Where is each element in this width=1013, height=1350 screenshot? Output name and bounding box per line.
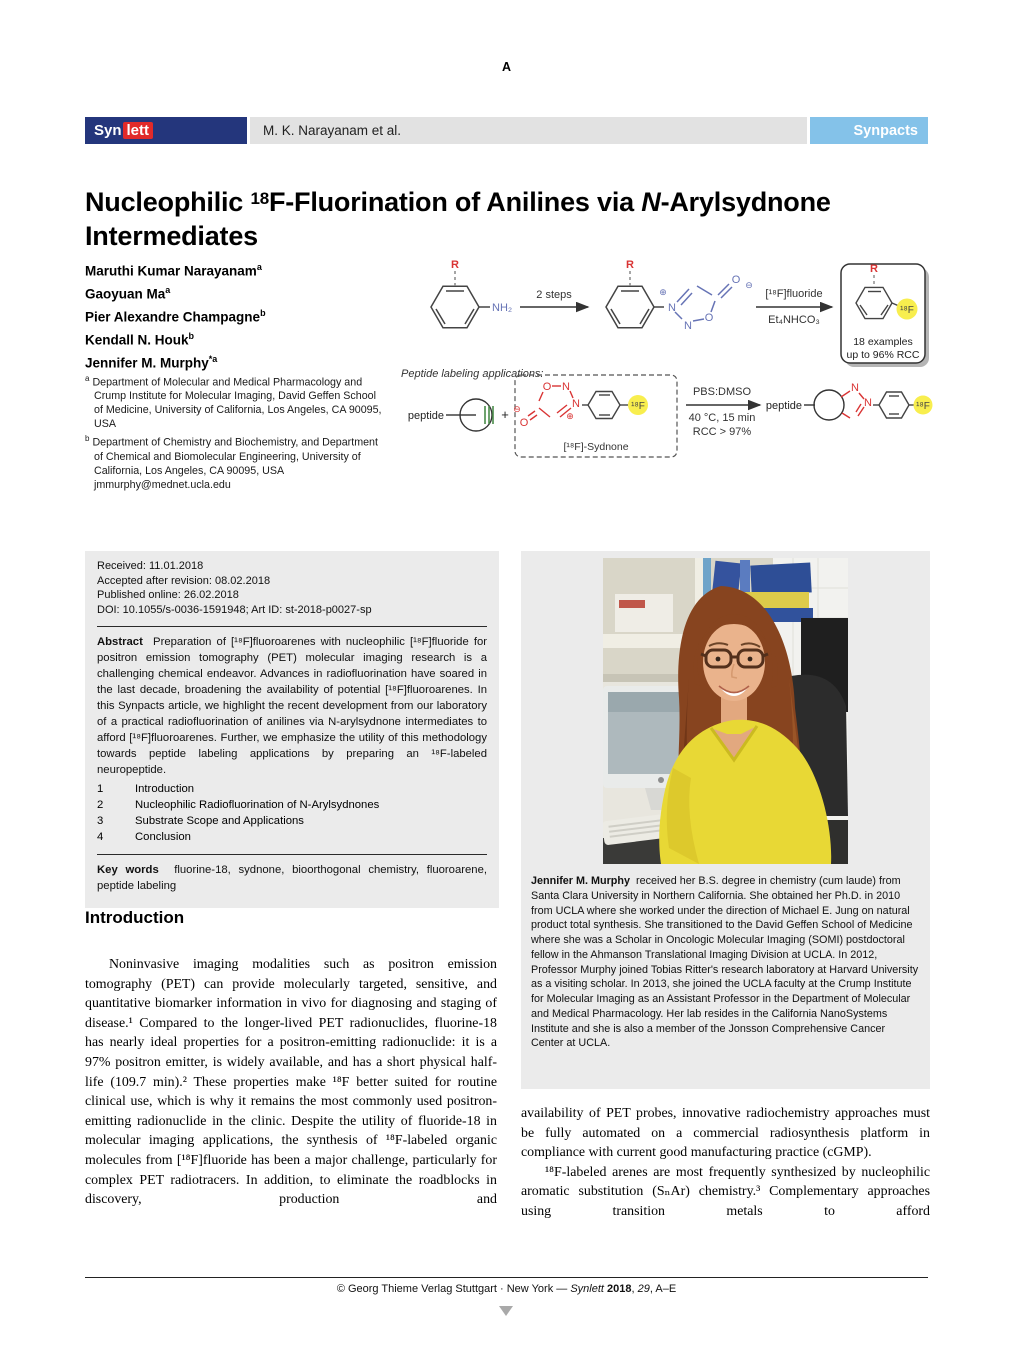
sydnone-n: N: [562, 381, 570, 393]
minus-charge: ⊖: [745, 280, 753, 290]
f18-label: ¹⁸F: [916, 401, 930, 412]
author: Jennifer M. Murphy$^{*a}$: [85, 354, 218, 371]
r-group-label: R: [626, 259, 634, 271]
plus-charge: ⊕: [566, 411, 574, 421]
sydnone-n2: N: [684, 320, 692, 332]
corresponding-email[interactable]: jmmurphy@mednet.ucla.edu: [94, 479, 231, 492]
running-head: M. K. Narayanam et al.: [250, 117, 807, 144]
logo-lett: lett: [123, 122, 154, 139]
keywords-label: Key words: [97, 864, 159, 877]
journal-banner: [85, 117, 928, 144]
sydnone-aryl-ring: [582, 392, 628, 419]
footer-rule: [85, 1277, 928, 1278]
peptide-label: peptide: [407, 410, 444, 422]
plus-charge: ⊕: [659, 287, 667, 297]
footer-citation: © Georg Thieme Verlag Stuttgart · New York — Synlett 2018, 29, A–E: [336, 1283, 677, 1295]
introduction-section: [85, 908, 497, 1210]
author-bio: Jennifer M. Murphy received her B.S. degree in chemistry (cum laude) from Santa Clara University in Northern California. She obtained her Ph.D. in 2010 from UCLA where she worked under the direction of Michael E. Jung on natural product total synthesis. She transitioned to the David Geffen School of Medicine where she was a Scholar in Oncologic Molecular Imaging (SOMI) postdoctoral fellow in the Ahmanson Translational Imaging Division at UCLA. In 2012, Professor Murphy joined Tobias Ritter's research laboratory at Harvard University as a visiting scholar. In 2013, she joined the UCLA faculty at the Crump Institute for Molecular Imaging as an Assistant Professor in the Department of Molecular and Medical Pharmacology. Her lab resides in the California NanoSystems Institute and she is also a member of the Jonsson Comprehensive Cancer Center at UCLA.: [531, 875, 919, 1050]
right-column: [521, 1104, 930, 1222]
doi-line[interactable]: DOI: 10.1055/s-0036-1591948; Art ID: st-2018-p0027-sp: [97, 603, 372, 616]
page-bottom-arrow-icon: [499, 1306, 513, 1316]
sydnone-intermediate: [606, 271, 664, 328]
pyrazole-n: N: [864, 397, 872, 409]
published-date: Published online: 26.02.2018: [97, 589, 239, 602]
sydnone-o: O: [542, 381, 552, 393]
peptide-label: peptide: [765, 400, 802, 412]
product-aryl-ring: [873, 392, 915, 418]
intro-paragraph: Noninvasive imaging modalities such as positron emission tomography (PET) can provide molecularly targeted, sensitive, and quantitative biomarker information in vivo for diagnosing and staging of disease.¹ Compared to the longer-lived PET radionuclides, fluorine-18 has nearly ideal properties for a positron-emitting radionuclide: it is a 97% positron emitter, is widely available, and has a short physical half-life (109.7 min).² These properties make ¹⁸F better suited for routine clinical use, which is why it remains the most commonly used positron-emitting radionuclide in the clinic. Despite the utility of fluoride-18 in molecular imaging applications, the synthesis of ¹⁸F-labeled organic molecules from [¹⁸F]fluoride has been a major challenge, particularly for complex PET radiotracers. In addition, to eliminate the roadblocks in discovery, production and: [85, 957, 497, 1208]
abstract: Abstract Preparation of [¹⁸F]fluoroarenes with nucleophilic [¹⁸F]fluoride for positron emission tomography (PET) molecular imaging research is a challenging chemical endeavor. Advances in radiofluorination have soared in the last decade, broadening the availability of potential [¹⁸F]fluoroarenes. In this Synpacts article, we highlight the recent development from our laboratory of a practical radiofluorination of anilines via N-arylsydnone intermediates to afford [¹⁸F]fluoroarenes. Further, we emphasize the utility of this methodology towards peptide labeling applications by preparing an ¹⁸F-labeled neuropeptide.: [97, 636, 487, 776]
plus-sign: +: [501, 407, 509, 422]
bio-name: Jennifer M. Murphy: [531, 875, 630, 887]
body-paragraph: ¹⁸F-labeled arenes are most frequently synthesized by nucleophilic aromatic substitution (SₙAr) chemistry.³ Complementary approaches using transition metals to afford: [521, 1164, 930, 1219]
toc-item: 3 Substrate Scope and Applications: [97, 814, 304, 827]
divider: [97, 854, 487, 855]
author: Gaoyuan Ma$^a$: [85, 285, 171, 302]
synlett-logo: [85, 117, 247, 144]
portrait-photo: [603, 558, 848, 864]
examples-count: 18 examples: [853, 336, 913, 348]
toc-item: 1 Introduction: [97, 782, 195, 795]
author: Pier Alexandre Champagne$^b$: [85, 308, 266, 325]
received-date: Received: 11.01.2018: [97, 560, 204, 572]
keywords: Key words fluorine-18, sydnone, bioorthogonal chemistry, fluoroarene, peptide labeling: [97, 864, 487, 893]
sydnone-o1: O: [704, 312, 714, 324]
divider: [97, 626, 487, 627]
exocyclic-o: O: [519, 417, 529, 429]
step-label: 2 steps: [536, 289, 572, 301]
click-conditions-rcc: RCC > 97%: [692, 426, 752, 438]
pyrazole-n: N: [851, 382, 859, 394]
article-info-box: [85, 551, 499, 908]
page-marker: A: [501, 60, 512, 74]
click-conditions-temp: 40 °C, 15 min: [688, 412, 756, 424]
sydnone-name: [¹⁸F]-Sydnone: [563, 441, 629, 453]
reaction-scheme: [398, 255, 933, 470]
affiliations: [85, 372, 387, 493]
affiliation-b: $^b$ Department of Chemistry and Biochemistry, and Department of Chemical and Biomolecular Engineering, University of California, Los Angeles, CA 90095, USA: [85, 434, 378, 477]
author-list: [85, 258, 266, 373]
author: Maruthi Kumar Narayanam$^a$: [85, 262, 262, 279]
logo-syn: Syn: [94, 122, 122, 139]
r-group-label: R: [451, 259, 459, 271]
sydnone-n-aryl: N: [572, 398, 580, 410]
toc-item: 2 Nucleophilic Radiofluorination of N-Arylsydnones: [97, 798, 380, 811]
amine-label: NH₂: [492, 302, 513, 314]
click-conditions-solvent: PBS:DMSO: [692, 386, 752, 398]
category-badge: Synpacts: [810, 117, 928, 144]
f18-label: ¹⁸F: [631, 401, 645, 412]
section-toc: [97, 781, 487, 846]
exocyclic-o: O: [731, 274, 741, 286]
section-heading: Introduction: [85, 908, 185, 927]
author-bio-box: [521, 551, 930, 1089]
peptide-caption: Peptide labeling applications:: [401, 368, 544, 380]
body-paragraph: availability of PET probes, innovative radiochemistry approaches must be fully automated on a commercial radiosynthesis platform in compliance with current good manufacturing practice (cGMP).: [521, 1106, 930, 1161]
aniline-structure: [431, 271, 490, 328]
accepted-date: Accepted after revision: 08.02.2018: [97, 574, 271, 587]
minus-charge: ⊖: [513, 404, 521, 414]
article-title: Nucleophilic $^{18}$F-Fluorination of Anilines via N-Arylsydnone Intermediates: [85, 187, 831, 251]
fluoride-reagent: [¹⁸F]fluoride: [765, 288, 823, 300]
abstract-label: Abstract: [97, 636, 143, 649]
author: Kendall N. Houk$^b$: [85, 331, 195, 348]
rcc-yield: up to 96% RCC: [846, 349, 920, 361]
r-group-label: R: [870, 263, 878, 275]
toc-item: 4 Conclusion: [97, 831, 191, 844]
base-reagent: Et₄NHCO₃: [768, 314, 820, 326]
affiliation-a: $^a$ Department of Molecular and Medical Pharmacology and Crump Institute for Molecular Imaging, David Geffen School of Medicine, University of California, Los Angeles, CA 90095, USA: [85, 374, 382, 431]
peptide-circle: [814, 390, 844, 420]
sydnone-n3: N: [668, 302, 676, 314]
f18-label: ¹⁸F: [900, 305, 914, 316]
sydnone-ring: [675, 284, 732, 321]
